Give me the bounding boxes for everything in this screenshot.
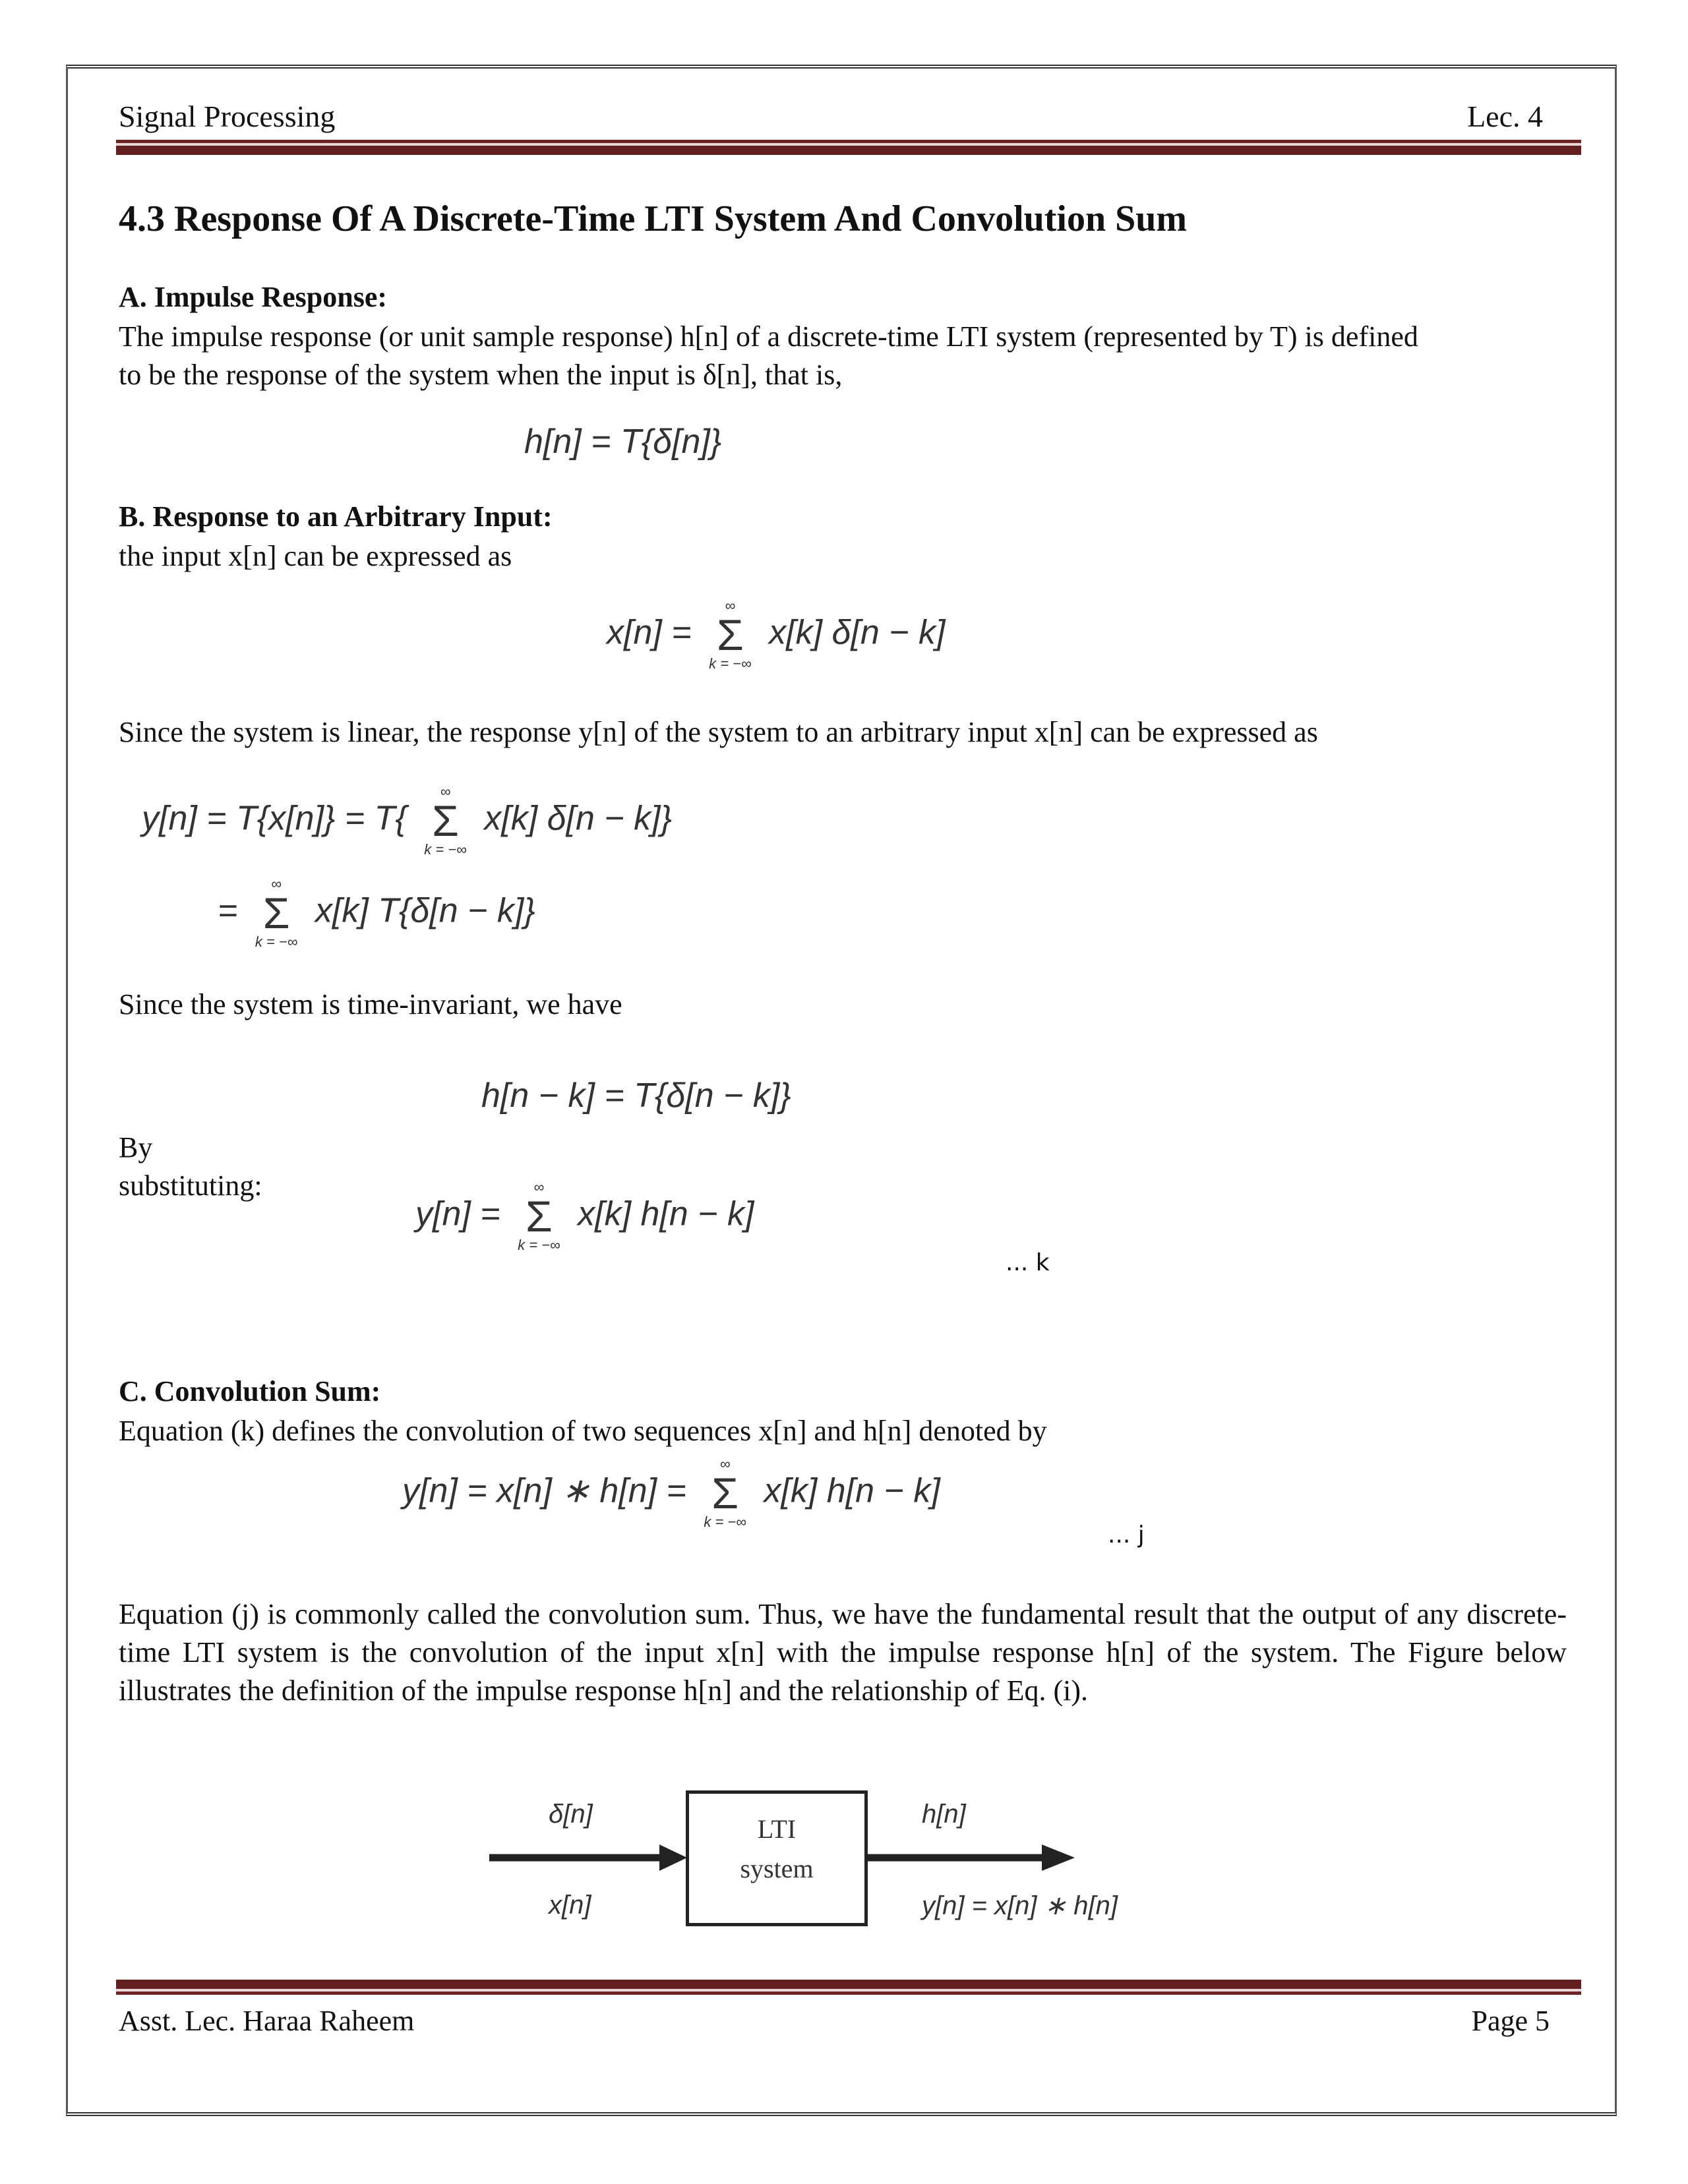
summation-symbol: ∞ Σ k = −∞ <box>255 875 298 950</box>
equation-tag-j: ... j <box>1108 1521 1145 1549</box>
header-rule <box>116 140 1581 155</box>
footer-author: Asst. Lec. Haraa Raheem <box>119 2005 415 2037</box>
by-label: By <box>119 1131 153 1164</box>
time-invariant-text: Since the system is time-invariant, we have <box>119 988 622 1020</box>
equation-convolution: y[n] = x[n] ∗ h[n] = ∞ Σ k = −∞ x[k] h[n − k] <box>402 1456 940 1530</box>
summation-symbol: ∞ Σ k = −∞ <box>518 1179 560 1253</box>
input-x-label: x[n] <box>549 1891 591 1920</box>
header-course: Signal Processing <box>119 100 336 133</box>
impulse-text-line1: The impulse response (or unit sample response) h[n] of a discrete-time LTI system (represented by T) is defined <box>119 320 1418 353</box>
output-h-label: h[n] <box>922 1800 966 1829</box>
impulse-text-line2: to be the response of the system when the input is δ[n], that is, <box>119 359 843 391</box>
header-lecture: Lec. 4 <box>1467 100 1543 133</box>
equation-substituted: y[n] = ∞ Σ k = −∞ x[k] h[n − k] <box>415 1179 754 1253</box>
lti-system-box: LTI system <box>686 1790 868 1926</box>
substituting-label: substituting: <box>119 1169 262 1202</box>
linear-text: Since the system is linear, the response y[n] of the system to an arbitrary input x[n] can be expressed as <box>119 716 1318 748</box>
heading-impulse-response: A. Impulse Response: <box>119 281 388 313</box>
summation-symbol: ∞ Σ k = −∞ <box>424 783 467 858</box>
convolution-paragraph: Equation (j) is commonly called the convolution sum. Thus, we have the fundamental result that the output of any discrete-time LTI system is the convolution of the input x[n] with the impulse response h[n] of the system. The Figure below illustrates the definition of the impulse response h[n] and the relationship of Eq. (i). <box>119 1598 1567 1707</box>
equation-h-shift: h[n − k] = T{δ[n − k]} <box>481 1077 791 1115</box>
heading-convolution-sum: C. Convolution Sum: <box>119 1375 381 1407</box>
equation-x-decomposition: x[n] = ∞ Σ k = −∞ x[k] δ[n − k] <box>607 597 946 672</box>
lti-block-diagram <box>481 1773 1207 1938</box>
output-y-label: y[n] = x[n] ∗ h[n] <box>922 1891 1118 1920</box>
heading-arbitrary-input: B. Response to an Arbitrary Input: <box>119 500 553 533</box>
summation-symbol: ∞ Σ k = −∞ <box>704 1456 746 1530</box>
equation-tag-k: ... k <box>1006 1249 1050 1276</box>
equation-y-linear-1: y[n] = T{x[n]} = T{ ∞ Σ k = −∞ x[k] δ[n − k]} <box>142 783 672 858</box>
summation-symbol: ∞ Σ k = −∞ <box>709 597 752 672</box>
section-title: 4.3 Response Of A Discrete-Time LTI System And Convolution Sum <box>119 198 1188 239</box>
arbitrary-intro: the input x[n] can be expressed as <box>119 540 512 572</box>
footer-rule <box>116 1980 1581 1995</box>
footer-page-number: Page 5 <box>1471 2005 1550 2037</box>
convolution-intro: Equation (k) defines the convolution of two sequences x[n] and h[n] denoted by <box>119 1415 1047 1447</box>
equation-impulse: h[n] = T{δ[n]} <box>524 423 722 461</box>
input-delta-label: δ[n] <box>549 1800 593 1829</box>
equation-y-linear-2: = ∞ Σ k = −∞ x[k] T{δ[n − k]} <box>218 875 535 950</box>
